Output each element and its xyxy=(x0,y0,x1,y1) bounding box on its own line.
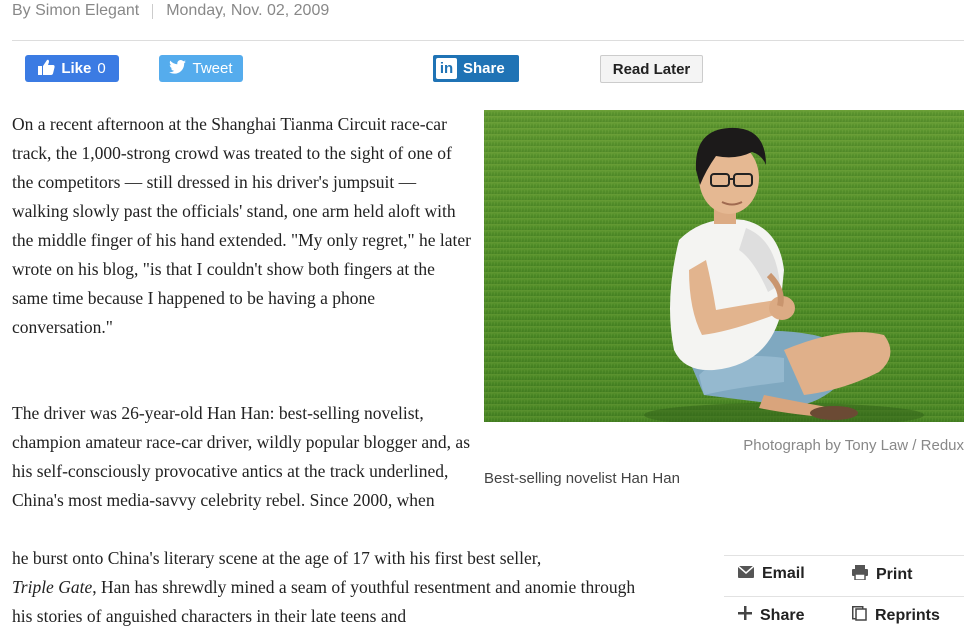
print-button[interactable] xyxy=(852,565,912,585)
plus-icon xyxy=(738,606,752,625)
like-count: 0 xyxy=(97,60,106,77)
reprints-label: Reprints xyxy=(875,607,940,624)
tools-divider xyxy=(724,555,964,556)
reprints-button[interactable] xyxy=(852,606,940,626)
envelope-icon xyxy=(738,565,754,583)
share-button[interactable] xyxy=(738,606,804,625)
tweet-button[interactable] xyxy=(159,55,243,82)
article-paragraph-1: On a recent afternoon at the Shanghai Tianma Circuit race-car track, the 1,000-strong crowd was treated to the sight of one of the competitors — still dressed in his driver's jumpsuit — walking slowly past the officials' stand, one arm held aloft with the middle finger of his hand extended. "My only regret," he later wrote on his blog, "is that I couldn't show both fingers at the same time because I happened to be having a phone conversation." xyxy=(12,114,471,337)
tools-divider xyxy=(724,596,964,597)
printer-icon xyxy=(852,565,868,585)
email-label: Email xyxy=(762,565,805,582)
byline xyxy=(12,0,329,22)
header-divider xyxy=(12,40,964,41)
email-button[interactable] xyxy=(738,565,805,583)
photo-caption: Best-selling novelist Han Han xyxy=(484,470,680,487)
tweet-label: Tweet xyxy=(192,60,233,77)
byline-author[interactable]: By Simon Elegant xyxy=(12,2,140,19)
read-later-button[interactable]: Read Later xyxy=(600,55,703,83)
article-photo xyxy=(484,110,964,422)
facebook-like-button[interactable] xyxy=(25,55,119,82)
byline-divider xyxy=(152,4,153,19)
twitter-bird-icon xyxy=(169,60,186,78)
linkedin-share-label: Share xyxy=(463,60,505,77)
book-title: Triple Gate xyxy=(12,577,93,597)
linkedin-share-button[interactable] xyxy=(433,55,519,82)
like-label: Like xyxy=(61,60,92,77)
byline-date: Monday, Nov. 02, 2009 xyxy=(166,2,330,19)
paragraph-text: he burst onto China's literary scene at the age of 17 with his first best seller, xyxy=(12,548,542,568)
linkedin-icon: in xyxy=(436,58,457,79)
share-label: Share xyxy=(760,606,805,624)
paragraph-text: , Han has shrewdly mined a seam of youthful resentment and anomie through his stories of anguished characters in their late teens and xyxy=(12,577,636,626)
photo-credit: Photograph by Tony Law / Redux xyxy=(743,437,964,454)
reprints-icon xyxy=(852,606,867,626)
article-paragraph-2-narrow: The driver was 26-year-old Han Han: best-selling novelist, champion amateur race-car driver, wildly popular blogger and, as his self-consciously provocative antics at the track underlined, China's most media-savvy celebrity rebel. Since 2000, when xyxy=(12,403,470,510)
print-label: Print xyxy=(876,566,913,583)
thumbs-up-icon xyxy=(38,59,55,79)
article-paragraph-2-wide xyxy=(12,544,652,631)
